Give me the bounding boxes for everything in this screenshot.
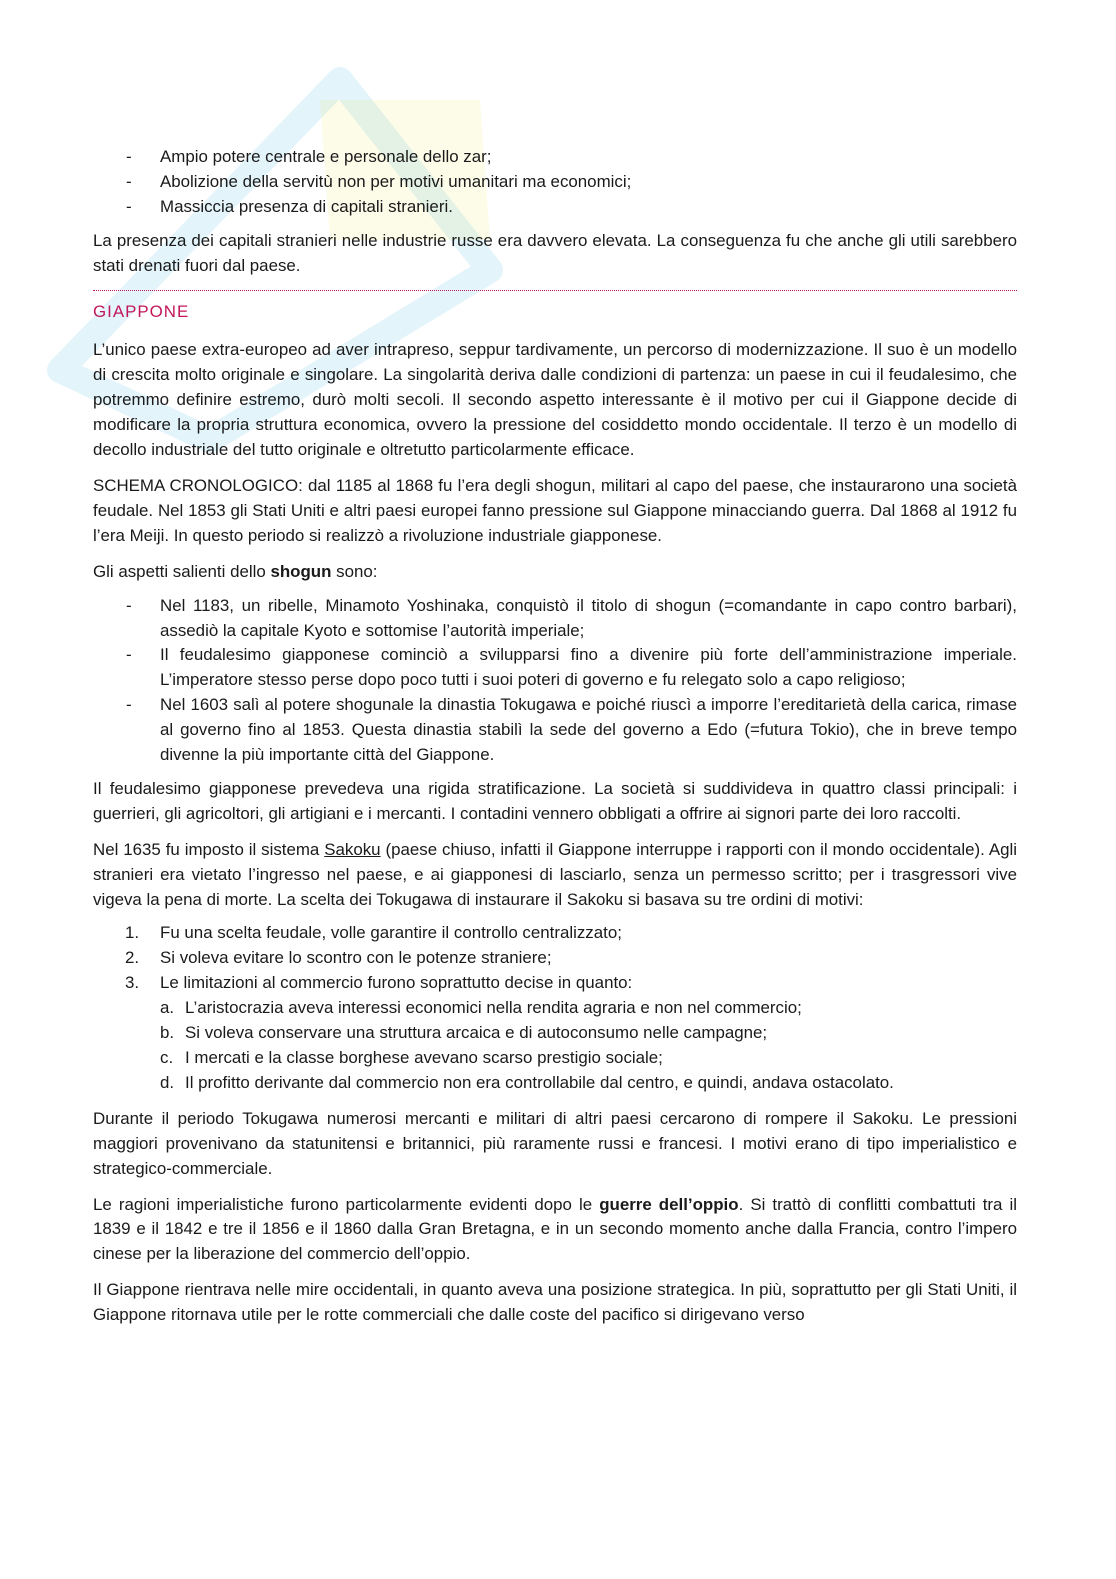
section-heading-giappone: GIAPPONE xyxy=(93,290,1017,325)
list-item: 3. Le limitazioni al commercio furono soprattutto decise in quanto: a. L’aristocrazia aveva interessi economici nella rendita agraria e non nel commercio; b. Si voleva conservare una struttura arcaica e di autoconsumo nelle campagne; c. I mercati e la classe borghese avevano scarso prestigio sociale; d. Il profitto derivante dal commercio non era controllabile dal centro, e quindi, andava ostacolato. xyxy=(93,971,1017,1096)
list-item: - Massiccia presenza di capitali stranieri. xyxy=(126,196,453,216)
list-item: - Il feudalesimo giapponese cominciò a svilupparsi fino a divenire più forte dell’amministrazione imperiale. L’imperatore stesso perse dopo poco tutti i suoi poteri di governo e fu relegato solo a capo religioso; xyxy=(126,645,1017,690)
shogun-list xyxy=(93,594,1017,768)
list-item: d. Il profitto derivante dal commercio non era controllabile dal centro, e quindi, andava ostacolato. xyxy=(160,1072,894,1092)
paragraph-ragioni: Le ragioni imperialistiche furono particolarmente evidenti dopo le guerre dell’oppio. Si trattò di conflitti combattuti tra il 1839 e il 1842 e tre il 1856 e il 1860 dalla Gran Bretagna, e in un secondo momento anche dalla Francia, contro l’impero cinese per la liberazione del commercio dell’oppio. xyxy=(93,1194,1018,1264)
list-item: 1. Fu una scelta feudale, volle garantire il controllo centralizzato; xyxy=(125,923,622,943)
commerce-sublist xyxy=(160,996,1017,1096)
document-page xyxy=(93,145,1017,1339)
russia-features-list xyxy=(93,145,1017,220)
list-item: 2. Si voleva evitare lo scontro con le potenze straniere; xyxy=(125,948,552,968)
list-item: a. L’aristocrazia aveva interessi economici nella rendita agraria e non nel commercio; xyxy=(160,998,802,1018)
paragraph-capitali: La presenza dei capitali stranieri nelle industrie russe era davvero elevata. La conseguenza fu che anche gli utili sarebbero stati drenati fuori dal paese. xyxy=(93,230,1017,275)
paragraph-sakoku: Nel 1635 fu imposto il sistema Sakoku (paese chiuso, infatti il Giappone interruppe i rapporti con il mondo occidentale). Agli stranieri era vietato l’ingresso nel paese, e ai giapponesi di lasciarlo, senza un permesso scritto; per i trasgressori vive vigeva la pena di morte. La scelta dei Tokugawa di instaurare il Sakoku si basava su tre ordini di motivi: xyxy=(93,839,1017,909)
paragraph-feudalesimo: Il feudalesimo giapponese prevedeva una rigida stratificazione. La società si suddivideva in quattro classi principali: i guerrieri, gli agricoltori, gli artigiani e i mercanti. I contadini vennero obbligati a offrire ai signori parte dei loro raccolti. xyxy=(93,778,1017,823)
list-item: - Nel 1183, un ribelle, Minamoto Yoshinaka, conquistò il titolo di shogun (=comandante in capo contro barbari), assediò la capitale Kyoto e sottomise l’autorità imperiale; xyxy=(126,595,1017,640)
list-item: b. Si voleva conservare una struttura arcaica e di autoconsumo nelle campagne; xyxy=(160,1023,768,1043)
paragraph-unico: L’unico paese extra-europeo ad aver intrapreso, seppur tardivamente, un percorso di modernizzazione. Il suo è un modello di crescita molto originale e singolare. La singolarità deriva dalle condizioni di partenza: un paese in cui il feudalesimo, che potremmo definire estremo, durò molti secoli. Il secondo aspetto interessante è il motivo per cui il Giappone decide di modificare la propria struttura economica, ovvero la pressione del cosiddetto mondo occidentale. Il terzo è un modello di decollo industriale del tutto originale e oltretutto particolarmente efficace. xyxy=(93,340,1017,460)
paragraph-tokugawa: Durante il periodo Tokugawa numerosi mercanti e militari di altri paesi cercarono di rompere il Sakoku. Le pressioni maggiori provenivano da statunitensi e britannici, più raramente russi e francesi. I motivi erano di tipo imperialistico e strategico-commerciale. xyxy=(93,1108,1017,1178)
list-item: - Ampio potere centrale e personale dello zar; xyxy=(126,147,492,166)
paragraph-schema: SCHEMA CRONOLOGICO: dal 1185 al 1868 fu l’era degli shogun, militari al capo del paese, che instaurarono una società feudale. Nel 1853 gli Stati Uniti e altri paesi europei fanno pressione sul Giappone minacciando guerra. Dal 1868 al 1912 fu l’era Meiji. In questo periodo si realizzò a rivoluzione industriale giapponese. xyxy=(93,475,1017,545)
list-item: c. I mercati e la classe borghese avevano scarso prestigio sociale; xyxy=(160,1048,663,1067)
paragraph-giappone: Il Giappone rientrava nelle mire occidentali, in quanto aveva una posizione strategica. In più, soprattutto per gli Stati Uniti, il Giappone ritornava utile per le rotte commerciali che dalle coste del pacifico si dirigevano verso xyxy=(93,1280,1017,1325)
sakoku-reasons-list xyxy=(93,921,1017,1095)
list-item: - Nel 1603 salì al potere shogunale la dinastia Tokugawa e poiché riuscì a imporre l’ereditarietà della carica, rimase al governo fino al 1853. Questa dinastia stabilì la sede del governo a Edo (=futura Tokio), che in breve tempo divenne la più importante città del Giappone. xyxy=(126,695,1017,765)
paragraph-aspetti: Gli aspetti salienti dello shogun sono: xyxy=(93,561,378,581)
list-item: - Abolizione della servitù non per motivi umanitari ma economici; xyxy=(126,171,632,191)
